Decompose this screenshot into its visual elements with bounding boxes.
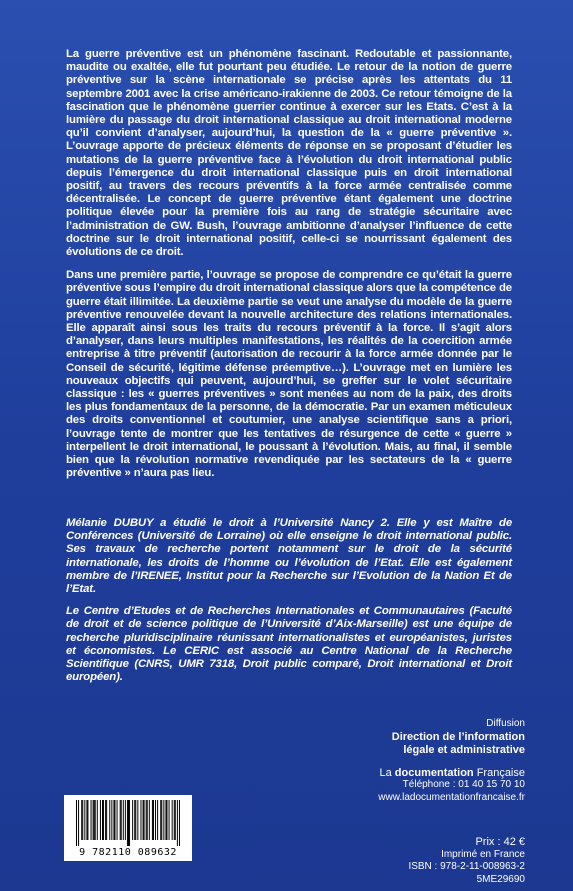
barcode-digits: 9 782110 089632 — [79, 847, 177, 858]
barcode-bar — [100, 800, 101, 840]
barcode-bar — [137, 800, 138, 840]
price-block — [325, 836, 525, 886]
barcode-bar — [160, 800, 161, 840]
barcode-bar — [78, 800, 79, 846]
barcode-bar — [91, 800, 92, 840]
barcode-bar — [144, 800, 145, 840]
brand-bold: documentation — [394, 766, 474, 779]
barcode-bar — [143, 800, 144, 840]
barcode-bar — [152, 800, 153, 840]
barcode-bar — [117, 800, 118, 840]
barcode-bar — [177, 800, 178, 846]
barcode-bar — [103, 800, 104, 840]
barcode-bar — [95, 800, 96, 840]
author-and-publisher-info — [66, 517, 512, 693]
direction-line-2: légale et administrative — [403, 743, 525, 756]
summary-paragraph-2: Dans une première partie, l’ouvrage se propose de comprendre ce qu’était la guerre préventive sous l’empire du droit international classique alors que la compétence de guerre était illimitée. La deuxième partie se veut une analyse du modèle de la guerre préventive renouvelée devant la nouvelle architecture des relations internationales. Elle apparaît ainsi sous les traits du recours préventif à la force. Il s’agit alors d’analyser, dans leurs multiples manifestations, les réalités de la coercition armée entreprise à titre préventif (autorisation de recourir à la force armée donnée par le Conseil de sécurité, légitime défense préemptive…). L’ouvrage met en lumière les nouveaux objectifs qui peuvent, aujourd’hui, se greffer sur le volet sécuritaire classique : les « guerres préventives » sont menées au nom de la paix, des droits les plus fondamentaux de la personne, de la démocratie. Par un examen méticuleux des droits conventionnel et coutumier, une analyse scientifique sans a priori, l’ouvrage tente de montrer que les tentatives de résurgence de cette « guerre » interpellent le droit international, le poussant à l’évolution. Mais, au final, il semble bien que la révolution normative revendiquée par les sectateurs de la « guerre préventive » n’aura pas lieu. — [66, 269, 512, 480]
isbn: ISBN : 978-2-11-008963-2 — [408, 861, 525, 872]
barcode-bar — [174, 800, 175, 840]
barcode-bar — [129, 800, 130, 846]
barcode-bar — [161, 800, 162, 840]
barcode-bar — [146, 800, 147, 840]
barcode-bar — [135, 800, 136, 840]
ceric-description: Le Centre d’Etudes et de Recherches Internationales et Communautaires (Faculté de droit et de science politique de l’Université d’Aix-Marseille) est une équipe de recherche pluridisciplinaire réunissant internationalistes et européanistes, juristes et économistes. Le CERIC est associé au Centre National de la Recherche Scientifique (CNRS, UMR 7318, Droit public comparé, Droit international et Droit européen). — [66, 605, 512, 684]
barcode-bar — [155, 800, 156, 840]
barcode-bar — [76, 800, 77, 846]
barcode-bar — [175, 800, 176, 840]
barcode-bar — [86, 800, 87, 840]
barcode-bar — [179, 800, 180, 846]
direction-line-1: Direction de l’information — [391, 730, 525, 743]
barcode-bars — [76, 800, 180, 846]
barcode-bar — [140, 800, 141, 840]
barcode-bar — [121, 800, 122, 840]
barcode-bar — [114, 800, 115, 840]
barcode-bar — [111, 800, 112, 840]
barcode-bar — [127, 800, 128, 846]
phone-number: Téléphone : 01 40 15 70 10 — [402, 779, 525, 790]
publisher-brand — [265, 767, 525, 780]
barcode-bar — [163, 800, 164, 840]
author-bio: Mélanie DUBUY a étudié le droit à l’Université Nancy 2. Elle y est Maître de Conférences (Université de Lorraine) où elle enseigne le droit international public. Ses travaux de recherche portent notamment sur le droit de la sécurité internationale, les droits de l’homme ou l’évolution de l’Etat. Elle est également membre de l’IRENEE, Institut pour la Recherche sur l’Evolution de la Nation Et de l’Etat. — [66, 517, 512, 596]
barcode-bar — [109, 800, 110, 840]
barcode-bar — [93, 800, 94, 840]
barcode-bar — [153, 800, 154, 840]
barcode-bar — [125, 800, 126, 840]
barcode-bar — [132, 800, 133, 840]
price: Prix : 42 € — [475, 836, 525, 848]
barcode-bar — [165, 800, 166, 840]
barcode-bar — [120, 800, 121, 840]
brand-suffix: Française — [473, 766, 525, 779]
summary-text — [66, 48, 512, 491]
printed-in: Imprimé en France — [441, 848, 525, 860]
barcode-bar — [105, 800, 106, 840]
barcode-bar — [166, 800, 167, 840]
barcode-bar — [106, 800, 107, 840]
diffusion-block — [265, 718, 525, 804]
barcode-bar — [123, 800, 124, 840]
barcode-bar — [81, 800, 82, 840]
website: www.ladocumentationfrancaise.fr — [378, 791, 525, 803]
barcode-bar — [94, 800, 95, 840]
barcode-bar — [157, 800, 158, 840]
barcode-bar — [87, 800, 88, 840]
barcode-bar — [113, 800, 114, 840]
barcode-bar — [149, 800, 150, 840]
diffusion-label: Diffusion — [486, 718, 525, 729]
barcode-bar — [82, 800, 83, 840]
barcode-bar — [84, 800, 85, 840]
barcode-bar — [169, 800, 170, 840]
barcode-bar — [97, 800, 98, 840]
barcode-bar — [102, 800, 103, 840]
summary-paragraph-1: La guerre préventive est un phénomène fascinant. Redoutable et passionnante, maudite ou exaltée, elle fut pourtant peu étudiée. Le retour de la notion de guerre préventive sur la scène internationale se précise après les attentats du 11 septembre 2001 avec la crise américano-irakienne de 2003. Ce retour témoigne de la fascination que le phénomène guerrier continue à exercer sur les Etats. C’est à la lumière du passage du droit international classique au droit international moderne qu’il convient d’analyser, aujourd’hui, la question de la « guerre préventive ». L’ouvrage apporte de précieux éléments de réponse en se proposant d’étudier les mutations de la guerre préventive face à l’évolution du droit international public depuis l’émergence du droit international classique puis en droit international positif, au travers des recours préventifs à la force armée centralisée comme décentralisée. Le concept de guerre préventive étant également une doctrine politique élevée pour la première fois au rang de stratégie sécuritaire avec l’administration de GW. Bush, l’ouvrage ambitionne d’analyser l’influence de cette doctrine sur le droit international positif, celle-ci se nourrissant également des évolutions de ce droit. — [66, 48, 512, 259]
brand-prefix: La — [379, 766, 395, 779]
barcode — [64, 795, 192, 861]
barcode-bar — [147, 800, 148, 840]
barcode-bar — [172, 800, 173, 840]
barcode-bar — [128, 800, 129, 846]
barcode-bar — [134, 800, 135, 840]
product-code: 5ME29690 — [476, 873, 525, 885]
